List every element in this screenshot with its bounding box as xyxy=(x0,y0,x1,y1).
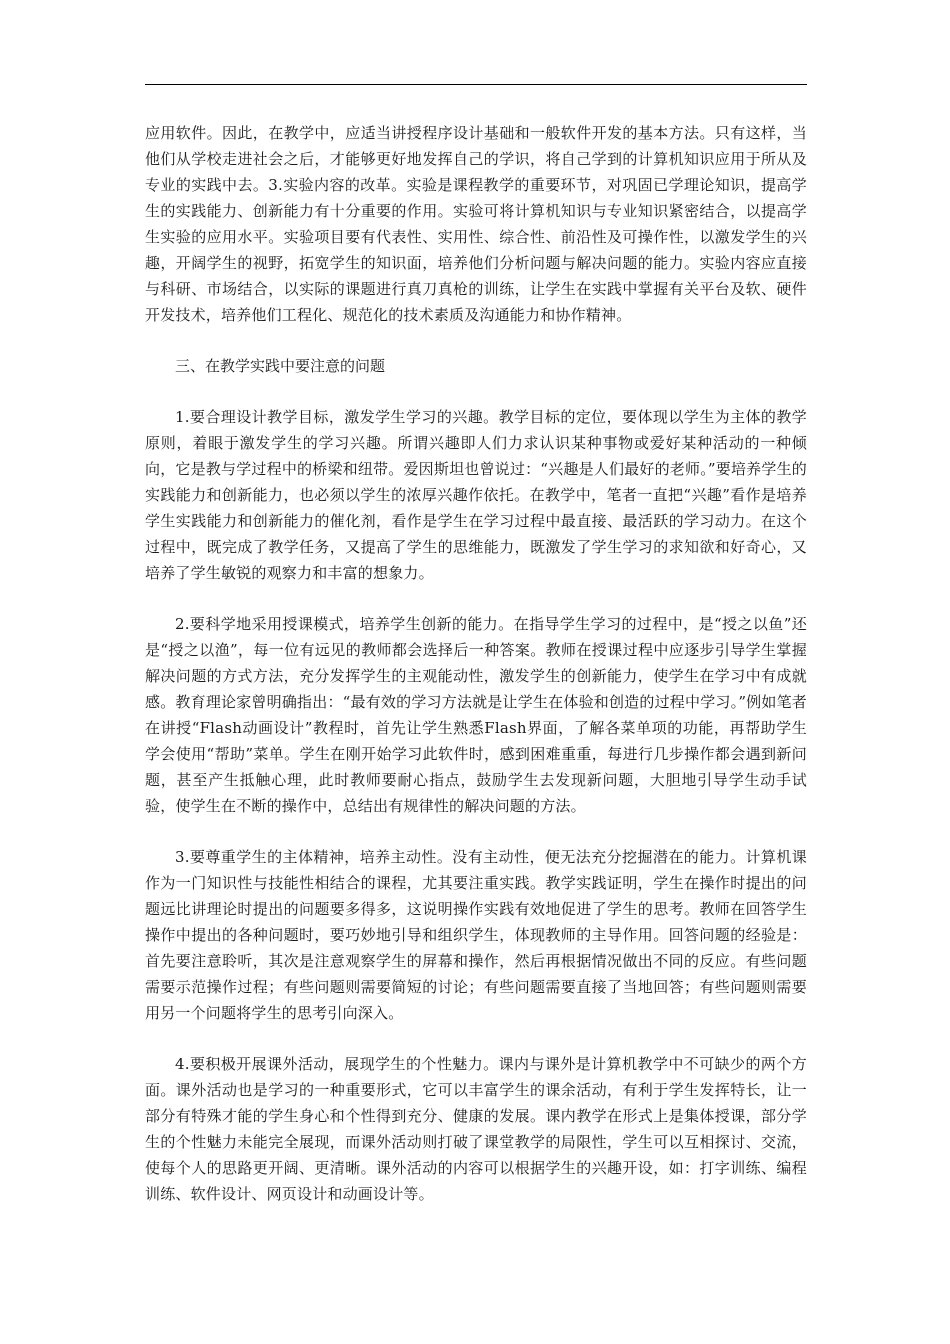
paragraph-continuation: 应用软件。因此，在教学中，应适当讲授程序设计基础和一般软件开发的基本方法。只有这样，当他们从学校走进社会之后，才能够更好地发挥自己的学识，将自己学到的计算机知识应用于所从及专业的实践中去。3.实验内容的改革。实验是课程教学的重要环节，对巩固已学理论知识，提高学生的实践能力、创新能力有十分重要的作用。实验可将计算机知识与专业知识紧密结合，以提高学生实验的应用水平。实验项目要有代表性、实用性、综合性、前沿性及可操作性，以激发学生的兴趣，开阔学生的视野，拓宽学生的知识面，培养他们分析问题与解决问题的能力。实验内容应直接与科研、市场结合，以实际的课题进行真刀真枪的训练，让学生在实践中掌握有关平台及软、硬件开发技术，培养他们工程化、规范化的技术素质及沟通能力和协作精神。 xyxy=(145,124,807,324)
section-heading: 三、在教学实践中要注意的问题 xyxy=(175,357,386,375)
paragraph-point-4: 4.要积极开展课外活动，展现学生的个性魅力。课内与课外是计算机教学中不可缺少的两个方面。课外活动也是学习的一种重要形式，它可以丰富学生的课余活动，有利于学生发挥特长，让一部分有特殊才能的学生身心和个性得到充分、健康的发展。课内教学在形式上是集体授课，部分学生的个性魅力未能完全展现，而课外活动则打破了课堂教学的局限性，学生可以互相探讨、交流，使每个人的思路更开阔、更清晰。课外活动的内容可以根据学生的兴趣开设，如：打字训练、编程训练、软件设计、网页设计和动画设计等。 xyxy=(145,1055,807,1203)
header-rule xyxy=(145,84,807,85)
document-body xyxy=(145,120,807,1232)
paragraph-point-2: 2.要科学地采用授课模式，培养学生创新的能力。在指导学生学习的过程中，是“授之以鱼”还是“授之以渔”，每一位有远见的教师都会选择后一种答案。教师在授课过程中应逐步引导学生掌握解决问题的方式方法，充分发挥学生的主观能动性，激发学生的创新能力，使学生在学习中有成就感。教育理论家曾明确指出：“最有效的学习方法就是让学生在体验和创造的过程中学习。”例如笔者在讲授“Flash动画设计”教程时，首先让学生熟悉Flash界面，了解各菜单项的功能，再帮助学生学会使用“帮助”菜单。学生在刚开始学习此软件时，感到困难重重，每进行几步操作都会遇到新问题，甚至产生抵触心理，此时教师要耐心指点，鼓励学生去发现新问题，大胆地引导学生动手试验，使学生在不断的操作中，总结出有规律性的解决问题的方法。 xyxy=(145,615,807,815)
paragraph-point-3: 3.要尊重学生的主体精神，培养主动性。没有主动性，便无法充分挖掘潜在的能力。计算机课作为一门知识性与技能性相结合的课程，尤其要注重实践。教学实践证明，学生在操作时提出的问题远比讲理论时提出的问题要多得多，这说明操作实践有效地促进了学生的思考。教师在回答学生操作中提出的各种问题时，要巧妙地引导和组织学生，体现教师的主导作用。回答问题的经验是：首先要注意聆听，其次是注意观察学生的屏幕和操作，然后再根据情况做出不同的反应。有些问题需要示范操作过程；有些问题则需要简短的讨论；有些问题需要直接了当地回答；有些问题则需要用另一个问题将学生的思考引向深入。 xyxy=(145,848,807,1022)
paragraph-point-1: 1.要合理设计教学目标，激发学生学习的兴趣。教学目标的定位，要体现以学生为主体的教学原则，着眼于激发学生的学习兴趣。所谓兴趣即人们力求认识某种事物或爱好某种活动的一种倾向，它是教与学过程中的桥梁和纽带。爱因斯坦也曾说过：“兴趣是人们最好的老师。”要培养学生的实践能力和创新能力，也必须以学生的浓厚兴趣作依托。在教学中，笔者一直把“兴趣”看作是培养学生实践能力和创新能力的催化剂，看作是学生在学习过程中最直接、最活跃的学习动力。在这个过程中，既完成了教学任务，又提高了学生的思维能力，既激发了学生学习的求知欲和好奇心，又培养了学生敏锐的观察力和丰富的想象力。 xyxy=(145,408,807,582)
